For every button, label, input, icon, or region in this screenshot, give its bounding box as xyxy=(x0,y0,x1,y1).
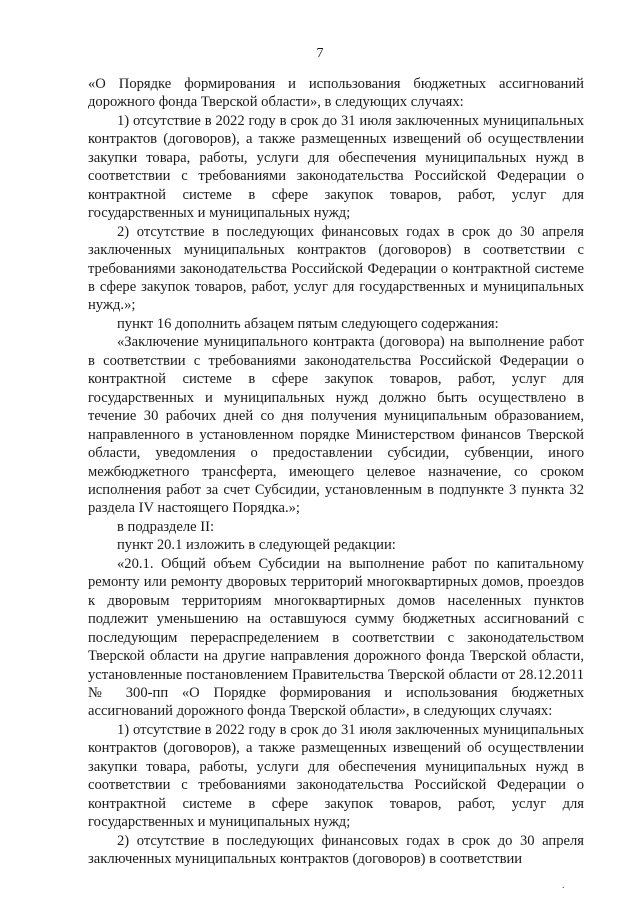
footer-mark: . xyxy=(562,880,565,891)
paragraph-contract-conclusion: «Заключение муниципального контракта (договора) на выполнение работ в соответствии с требованиями законодательства Российской Федерации о контрактной системе в сфере закупок товаров, работ, услуг для государственных и муниципальных нужд должно быть осуществлено в течение 30 рабочих дней со дня получения муниципальным образованием, направленного в установленном порядке Министерством финансов Тверской области, уведомления о предоставлении субсидии, субвенции, иного межбюджетного трансферта, имеющего целевое назначение, со сроком исполнения работ за счет Субсидии, установленным в подпункте 3 пункта 32 раздела IV настоящего Порядка.»; xyxy=(88,334,584,517)
paragraph-20-1-text: «20.1. Общий объем Субсидии на выполнение работ по капитальному ремонту или ремонту дворовых территорий многоквартирных домов, проездов к дворовым территориям многоквартирных домов населенных пунктов подлежит уменьшению на оставшуюся сумму бюджетных ассигнований с последующим перераспределением в соответствии с законодательством Тверской области на другие направления дорожного фонда Тверской области, установленные постановлением Правительства Тверской области от 28.12.2011 № 300-пп «О Порядке формирования и использования бюджетных ассигнований дорожного фонда Тверской области», в следующих случаях: xyxy=(88,555,584,720)
document-body xyxy=(88,75,584,868)
paragraph-point-16: пункт 16 дополнить абзацем пятым следующего содержания: xyxy=(117,315,499,332)
paragraph-case-1-repeat: 1) отсутствие в 2022 году в срок до 31 июля заключенных муниципальных контрактов (договоров), а также размещенных извещений об осуществлении закупки товара, работы, услуги для обеспечения муниципальных нужд в соответствии с требованиями законодательства Российской Федерации о контрактной системе в сфере закупок товаров, работ, услуг для государственных и муниципальных нужд; xyxy=(88,721,584,831)
page-number: 7 xyxy=(316,46,324,61)
paragraph-case-1: 1) отсутствие в 2022 году в срок до 31 июля заключенных муниципальных контрактов (договоров), а также размещенных извещений об осуществлении закупки товара, работы, услуги для обеспечения муниципальных нужд в соответствии с требованиями законодательства Российской Федерации о контрактной системе в сфере закупок товаров, работ, услуг для государственных и муниципальных нужд; xyxy=(88,112,584,222)
paragraph-point-20-1: пункт 20.1 изложить в следующей редакции: xyxy=(117,537,396,554)
paragraph-subsection-2: в подразделе II: xyxy=(117,518,215,535)
paragraph-case-2-repeat: 2) отсутствие в последующих финансовых годах в срок до 30 апреля заключенных муниципальных контрактов (договоров) в соответствии xyxy=(88,832,584,868)
paragraph-intro-continuation: «О Порядке формирования и использования бюджетных ассигнований дорожного фонда Тверской области», в следующих случаях: xyxy=(88,76,584,111)
paragraph-case-2: 2) отсутствие в последующих финансовых годах в срок до 30 апреля заключенных муниципальных контрактов (договоров) в соответствии с требованиями законодательства Российской Федерации о контрактной системе в сфере закупок товаров, работ, услуг для государственных и муниципальных нужд.»; xyxy=(88,223,584,314)
